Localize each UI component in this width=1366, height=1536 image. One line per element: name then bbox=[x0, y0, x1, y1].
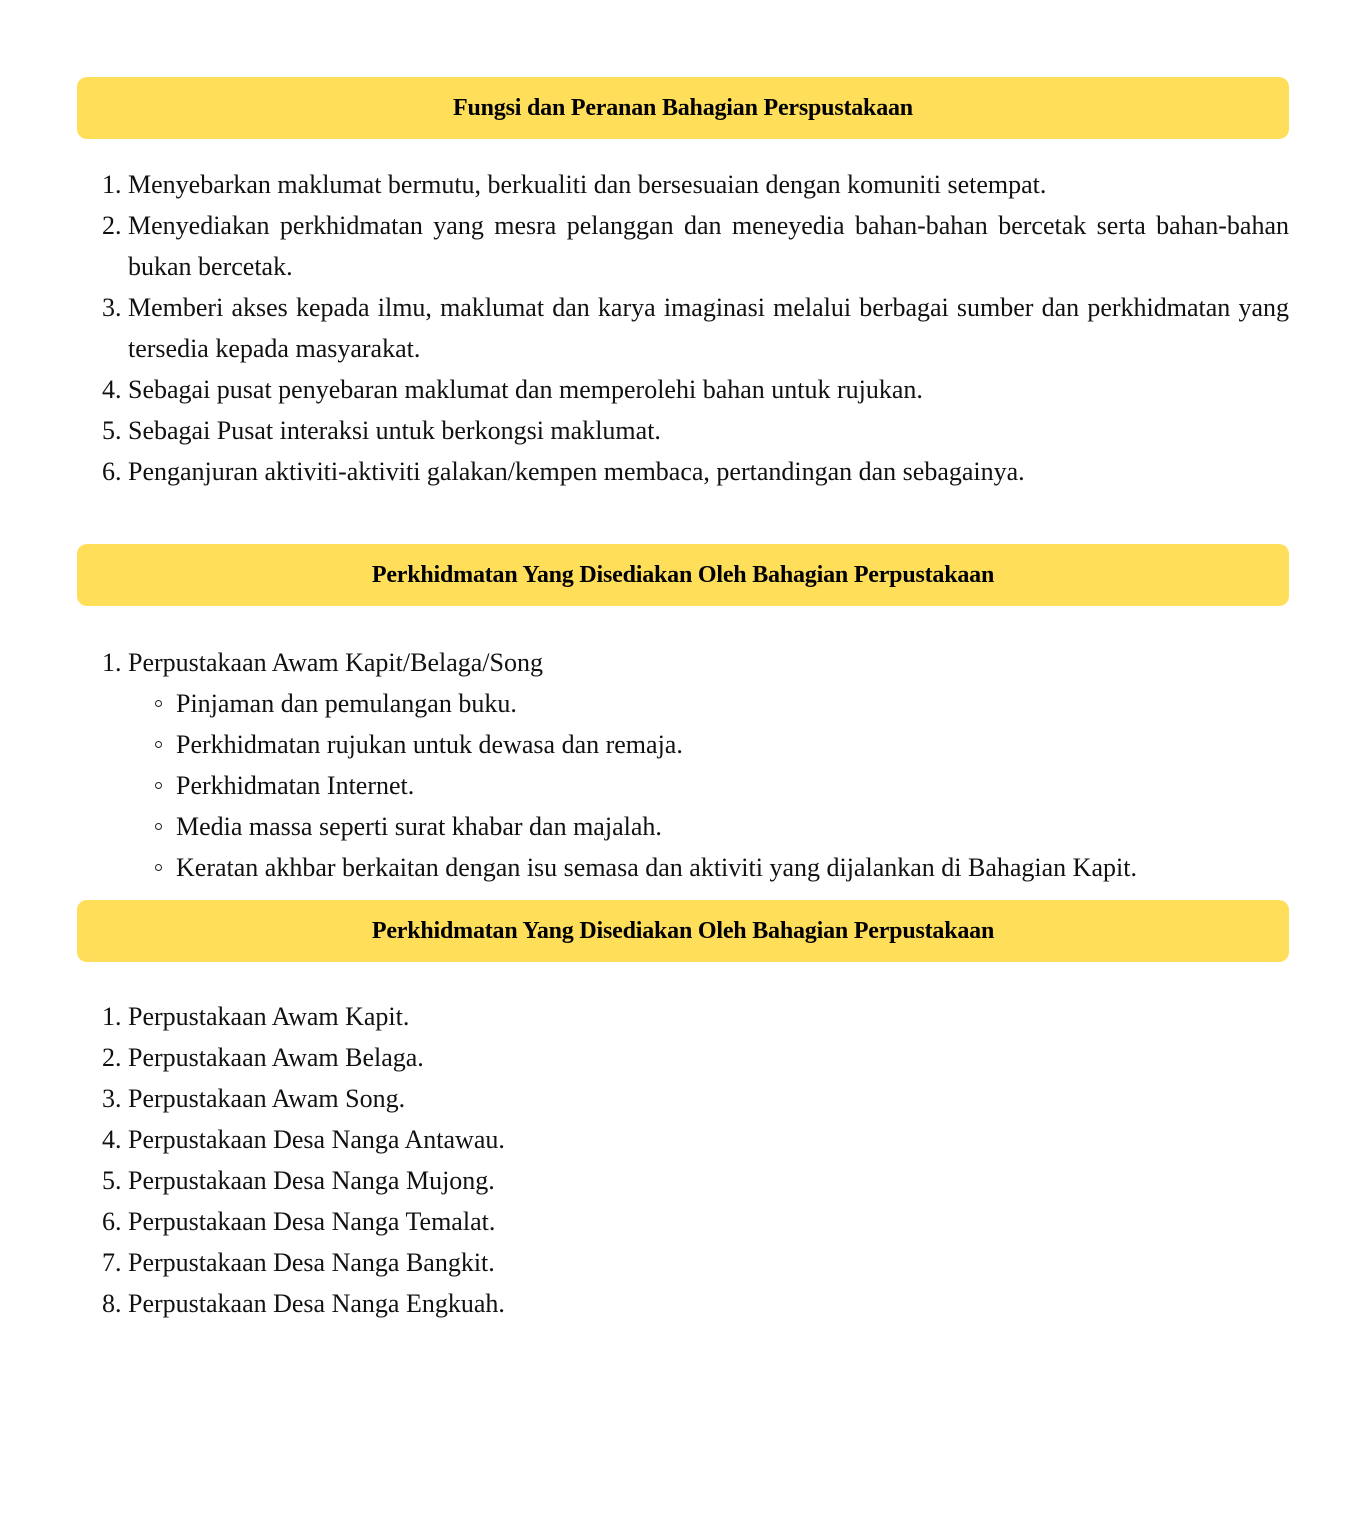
list-text: Penganjuran aktiviti-aktiviti galakan/kempen membaca, pertandingan dan sebagainya. bbox=[128, 457, 1025, 486]
list-text: Memberi akses kepada ilmu, maklumat dan karya imaginasi melalui berbagai sumber dan perkhidmatan yang tersedia kepada masyarakat. bbox=[128, 293, 1289, 363]
section-title: Perkhidmatan Yang Disediakan Oleh Bahagian Perpustakaan bbox=[371, 561, 995, 588]
list-number: 3. bbox=[102, 1084, 122, 1113]
section-title: Fungsi dan Peranan Bahagian Perspustakaan bbox=[453, 94, 913, 121]
sublist-text: Media massa seperti surat khabar dan majalah. bbox=[176, 812, 662, 841]
list-number: 1. bbox=[102, 1002, 122, 1031]
sublist-item bbox=[128, 806, 1289, 847]
list-text: Perpustakaan Desa Nanga Temalat. bbox=[128, 1207, 496, 1236]
list-item bbox=[77, 205, 1289, 287]
list-item bbox=[77, 642, 1289, 888]
list-text: Perpustakaan Awam Belaga. bbox=[128, 1043, 424, 1072]
list-text: Sebagai Pusat interaksi untuk berkongsi maklumat. bbox=[128, 416, 661, 445]
list-number: 4. bbox=[102, 1125, 122, 1154]
list-item bbox=[77, 410, 1289, 451]
list-number: 5. bbox=[102, 416, 122, 445]
section-header-perpustakaan-list bbox=[77, 900, 1289, 962]
sublist-item bbox=[128, 683, 1289, 724]
list-item bbox=[77, 1119, 1289, 1160]
list-item bbox=[77, 996, 1289, 1037]
section-header-perkhidmatan bbox=[77, 544, 1289, 606]
list-text: Perpustakaan Desa Nanga Antawau. bbox=[128, 1125, 505, 1154]
list-item bbox=[77, 287, 1289, 369]
list-item bbox=[77, 1037, 1289, 1078]
document-page bbox=[77, 77, 1289, 1324]
list-number: 2. bbox=[102, 1043, 122, 1072]
list-item bbox=[77, 369, 1289, 410]
list-text: Sebagai pusat penyebaran maklumat dan memperolehi bahan untuk rujukan. bbox=[128, 375, 923, 404]
list-text: Menyediakan perkhidmatan yang mesra pelanggan dan meneyedia bahan-bahan bercetak serta bahan-bahan bukan bercetak. bbox=[128, 211, 1289, 281]
circle-bullet-icon bbox=[155, 741, 162, 748]
sublist-text: Keratan akhbar berkaitan dengan isu semasa dan aktiviti yang dijalankan di Bahagian Kapit. bbox=[176, 853, 1137, 882]
list-text: Perpustakaan Desa Nanga Bangkit. bbox=[128, 1248, 495, 1277]
list-text: Perpustakaan Awam Kapit. bbox=[128, 1002, 410, 1031]
list-text: Perpustakaan Desa Nanga Mujong. bbox=[128, 1166, 495, 1195]
sublist-item bbox=[128, 765, 1289, 806]
sublist-item bbox=[128, 847, 1289, 888]
list-number: 4. bbox=[102, 375, 122, 404]
list-number: 8. bbox=[102, 1289, 122, 1318]
sublist-text: Perkhidmatan Internet. bbox=[176, 771, 415, 800]
perkhidmatan-list bbox=[77, 642, 1289, 888]
list-item bbox=[77, 164, 1289, 205]
list-item bbox=[77, 1201, 1289, 1242]
list-text: Perpustakaan Awam Kapit/Belaga/Song bbox=[128, 648, 543, 677]
list-number: 5. bbox=[102, 1166, 122, 1195]
list-item bbox=[77, 451, 1289, 492]
circle-bullet-icon bbox=[155, 864, 162, 871]
sublist-text: Pinjaman dan pemulangan buku. bbox=[176, 689, 517, 718]
list-number: 6. bbox=[102, 1207, 122, 1236]
list-number: 6. bbox=[102, 457, 122, 486]
section-title: Perkhidmatan Yang Disediakan Oleh Bahagian Perpustakaan bbox=[371, 917, 995, 944]
circle-bullet-icon bbox=[155, 823, 162, 830]
list-text: Perpustakaan Awam Song. bbox=[128, 1084, 406, 1113]
list-item bbox=[77, 1160, 1289, 1201]
list-item bbox=[77, 1283, 1289, 1324]
perpustakaan-list bbox=[77, 996, 1289, 1324]
list-number: 2. bbox=[102, 211, 122, 240]
section-header-fungsi bbox=[77, 77, 1289, 139]
list-number: 7. bbox=[102, 1248, 122, 1277]
list-number: 1. bbox=[102, 648, 122, 677]
list-text: Perpustakaan Desa Nanga Engkuah. bbox=[128, 1289, 505, 1318]
list-number: 1. bbox=[102, 170, 122, 199]
list-item bbox=[77, 1078, 1289, 1119]
fungsi-list bbox=[77, 164, 1289, 492]
circle-bullet-icon bbox=[155, 700, 162, 707]
list-item bbox=[77, 1242, 1289, 1283]
sublist-item bbox=[128, 724, 1289, 765]
circle-bullet-icon bbox=[155, 782, 162, 789]
list-text: Menyebarkan maklumat bermutu, berkualiti dan bersesuaian dengan komuniti setempat. bbox=[128, 170, 1047, 199]
service-sublist bbox=[128, 683, 1289, 888]
sublist-text: Perkhidmatan rujukan untuk dewasa dan remaja. bbox=[176, 730, 683, 759]
list-number: 3. bbox=[102, 293, 122, 322]
